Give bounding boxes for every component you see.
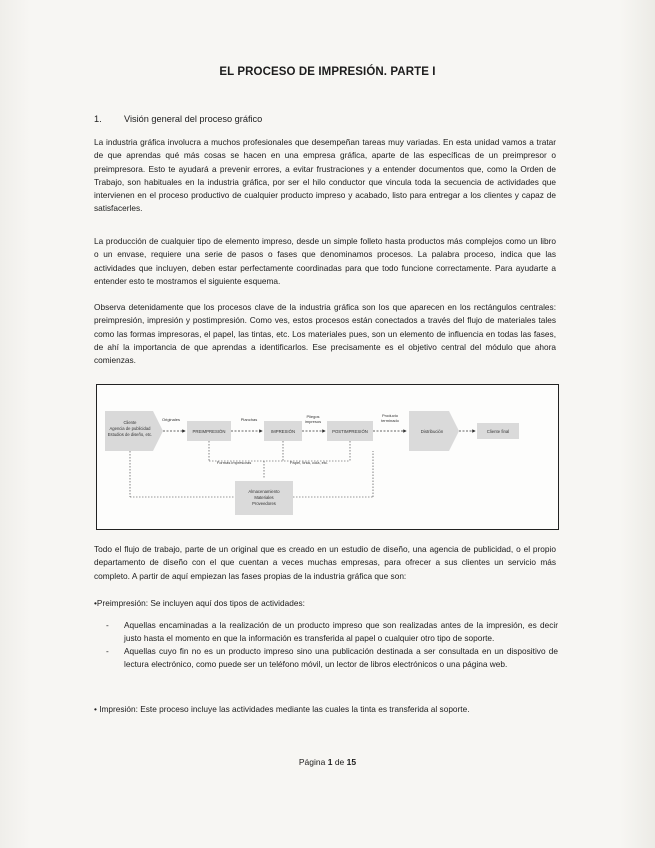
footer-middle: de <box>332 757 347 767</box>
section-number: 1. <box>94 114 102 124</box>
warehouse-line-2: Materiales <box>254 495 274 500</box>
label-originales: Originales <box>161 417 181 422</box>
dash-item-text: Aquellas encaminadas a la realización de un producto impreso que son realizadas antes de la impresión, es decir justo hasta el momento en que la información es transferida al papel o cualquier otro tipo de soporte. <box>124 620 558 644</box>
footer-prefix: Página <box>298 757 328 767</box>
label-pliegos-2: impresos <box>304 419 322 424</box>
client-line-1: Cliente <box>123 420 137 425</box>
warehouse-line-1: Almacenamiento <box>248 489 280 494</box>
section-title: Visión general del proceso gráfico <box>124 114 263 124</box>
bullet-preimpresion: •Preimpresión: Se incluyen aquí dos tipos de actividades: <box>94 598 305 608</box>
label-papel-tinta: Papel, tinta, cola, etc. <box>289 460 329 465</box>
label-producto-2: terminado <box>381 418 399 423</box>
paragraph-key-processes: Observa detenidamente que los procesos clave de la industria gráfica son los que aparecen en los rectángulos centrales: preimpresión, impresión y postimpresión. Como ves, estos procesos están conectados a través del flujo de materiales tales como las formas impresoras, el papel, las tintas, etc. Los materiales pues, son un elemento de influencia en todas las fases, de ahí la importancia de que aprendas a identificarlos. Ese precisamente es el objetivo central del módulo que ahora comienzas. <box>94 302 556 366</box>
client-line-2: Agencia de publicidad <box>109 426 151 431</box>
dash-item-1 <box>106 619 558 646</box>
stage-preimpresion: PREIMPRESIÓN <box>192 429 226 434</box>
client-shape <box>105 411 163 451</box>
process-flow-svg <box>97 385 558 529</box>
dash-marker: - <box>106 646 109 656</box>
label-pliegos-1: Pliegos <box>306 414 320 419</box>
paragraph-intro: La industria gráfica involucra a muchos profesionales que desempeñan tareas muy variadas. En esta unidad vamos a tratar de que aprendas qué más cosas se hacen en una empresa gráfica, aparte de las específicas de un preimpresor o preimpresora. Esto te ayudará a prevenir errores, a evitar frustraciones y a entender documentos que, como la Orden de Trabajo, son habituales en la industria gráfica, por ser el hilo conductor que vincula toda la secuencia de actividades que intervienen en el proceso productivo de cualquier producto impreso y acabado, listo para entregar a los clientes y capaz de satisfacerles. <box>94 137 556 214</box>
warehouse-line-3: Proveedores <box>252 501 276 506</box>
page-title: EL PROCESO DE IMPRESIÓN. PARTE I <box>219 66 436 78</box>
final-client: Cliente final <box>486 429 510 434</box>
dash-marker: - <box>106 620 109 630</box>
footer-page-number: 1 <box>327 757 333 767</box>
stage-postimpresion: POSTIMPRESIÓN <box>332 429 368 434</box>
stage-distribucion: Distribución <box>420 429 444 434</box>
process-flow-diagram <box>96 384 559 530</box>
label-formas-impresoras: Formas impresoras <box>216 460 252 465</box>
section-heading <box>94 114 262 124</box>
page-footer <box>0 757 655 767</box>
dash-item-2 <box>106 645 558 672</box>
label-planchas: Planchas <box>240 417 258 422</box>
client-line-3: Estudios de diseño, etc. <box>107 432 153 437</box>
dash-item-text: Aquellas cuyo fin no es un producto impreso sino una publicación destinada a ser consultada en un dispositivo de lectura electrónico, como puede ser un teléfono móvil, un lector de libros electrónicos o una página web. <box>124 646 558 670</box>
paragraph-processes: La producción de cualquier tipo de elemento impreso, desde un simple folleto hasta productos más complejos como un libro o un envase, requiere una serie de pasos o fases que denominamos procesos. La palabra proceso, indica que las actividades que incluyen, deben estar perfectamente coordinadas para que todo funcione correctamente. Para ayudarte a entender esto te mostramos el siguiente esquema. <box>94 236 556 286</box>
footer-total-pages: 15 <box>346 757 357 767</box>
label-producto-1: Producto <box>381 413 399 418</box>
paragraph-workflow: Todo el flujo de trabajo, parte de un original que es creado en un estudio de diseño, una agencia de publicidad, o el propio departamento de diseño con el que cuentan a veces muchas empresas, para ofrecer a sus clientes un servicio más completo. A partir de aquí empiezan las fases propias de la industria gráfica que son: <box>94 544 556 581</box>
stage-impresion: IMPRESIÓN <box>270 429 296 434</box>
bullet-impresion: • Impresión: Este proceso incluye las actividades mediante las cuales la tinta es transferida al soporte. <box>94 704 470 714</box>
